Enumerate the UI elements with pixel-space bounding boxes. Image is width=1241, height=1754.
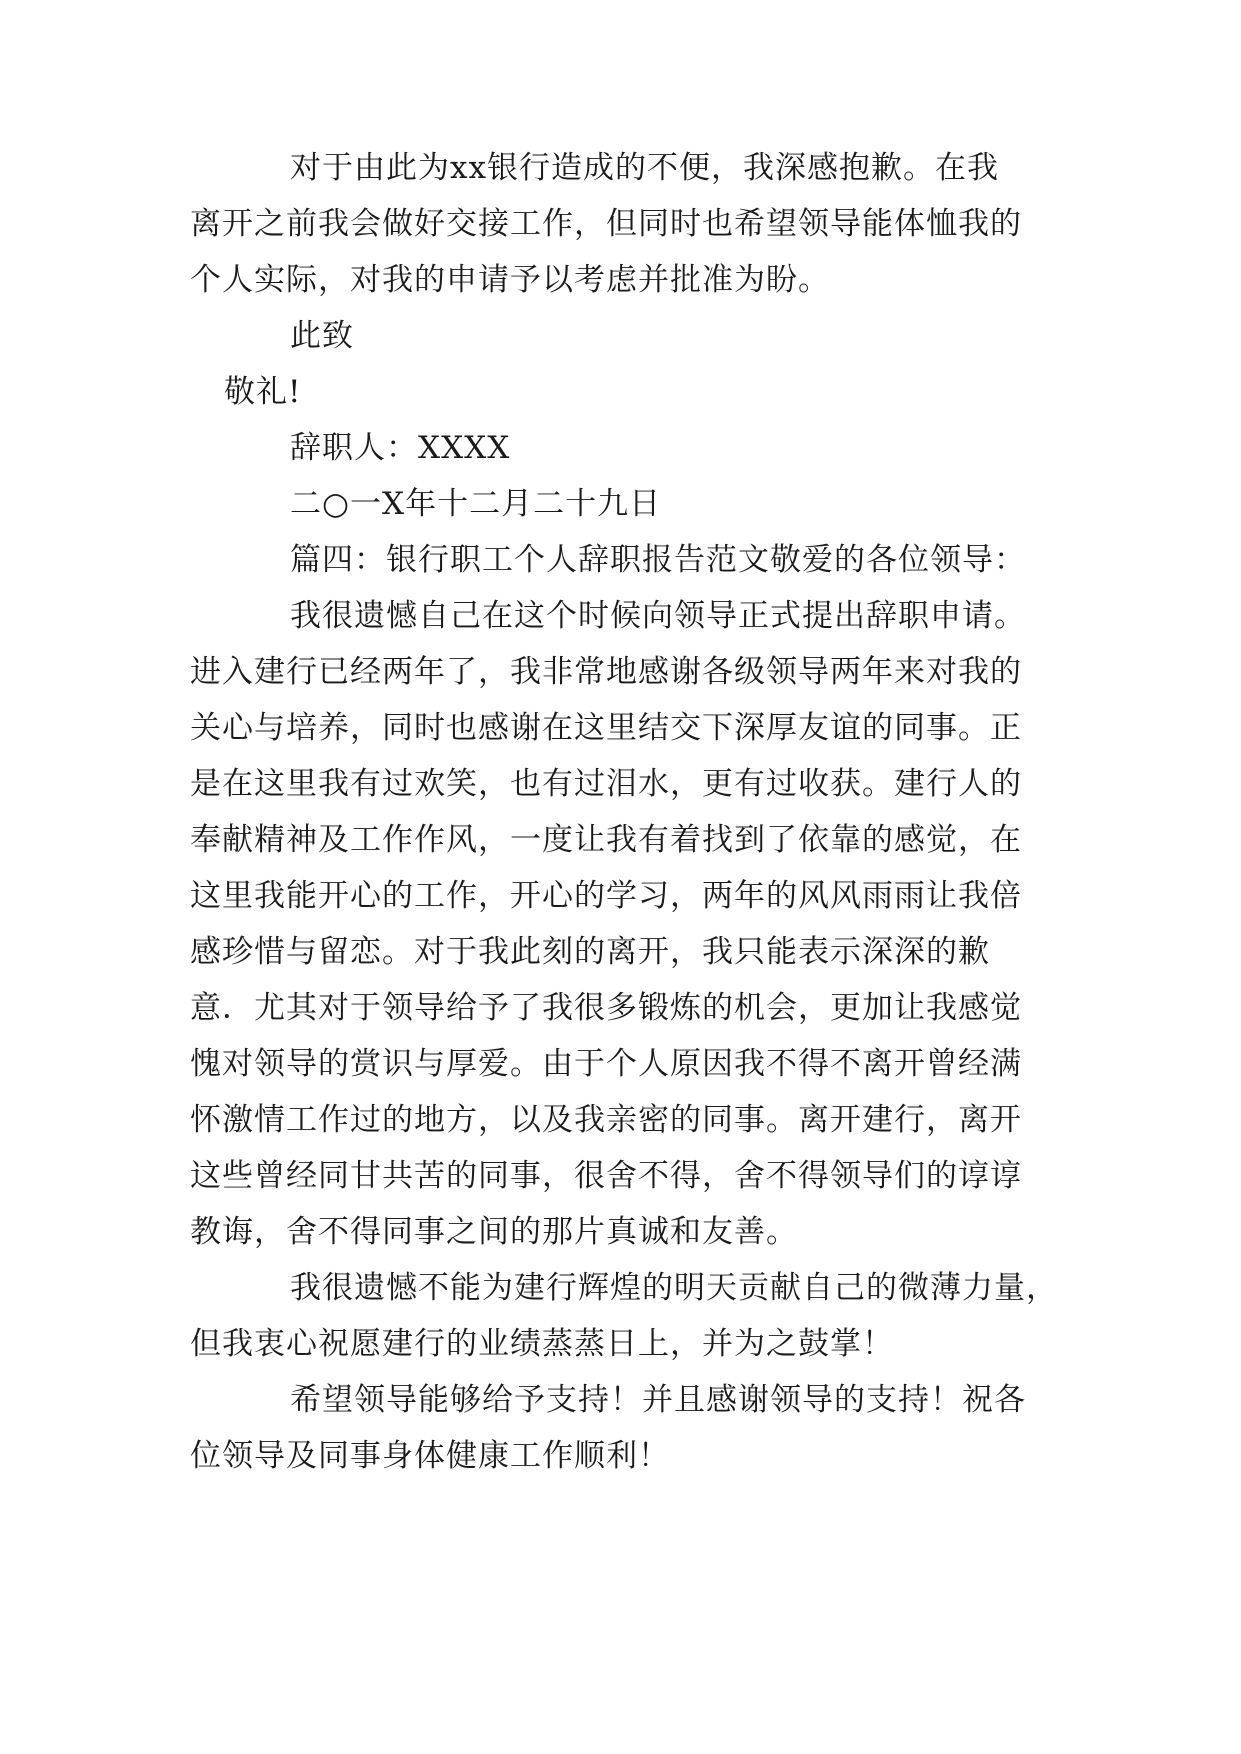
paragraph-line: 是在这里我有过欢笑，也有过泪水，更有过收获。建行人的 <box>190 766 1022 802</box>
section-heading: 篇四：银行职工个人辞职报告范文敬爱的各位领导： <box>290 542 1026 578</box>
paragraph-line: 意．尤其对于领导给予了我很多锻炼的机会，更加让我感觉 <box>190 990 1022 1026</box>
paragraph-line: 我很遗憾自己在这个时候向领导正式提出辞职申请。 <box>290 598 1026 634</box>
paragraph-line: 愧对领导的赏识与厚爱。由于个人原因我不得不离开曾经满 <box>190 1046 1022 1082</box>
paragraph-line: 我很遗憾不能为建行辉煌的明天贡献自己的微薄力量， <box>290 1270 1058 1306</box>
paragraph-line: 关心与培养，同时也感谢在这里结交下深厚友谊的同事。正 <box>190 710 1022 746</box>
paragraph-line: 教诲，舍不得同事之间的那片真诚和友善。 <box>190 1214 798 1250</box>
paragraph-line: 位领导及同事身体健康工作顺利！ <box>190 1438 670 1474</box>
paragraph-line: 奉献精神及工作作风，一度让我有着找到了依靠的感觉，在 <box>190 822 1022 858</box>
paragraph-line: 感珍惜与留恋。对于我此刻的离开，我只能表示深深的歉 <box>190 934 990 970</box>
signature-line: 辞职人：XXXX <box>290 430 511 466</box>
paragraph-line: 这些曾经同甘共苦的同事，很舍不得，舍不得领导们的谆谆 <box>190 1158 1022 1194</box>
salutation: 敬礼! <box>224 374 302 410</box>
closing-phrase: 此致 <box>290 318 354 354</box>
paragraph-line: 怀激情工作过的地方，以及我亲密的同事。离开建行，离开 <box>190 1102 1022 1138</box>
date-line: 二○一X年十二月二十九日 <box>290 486 662 522</box>
paragraph-line: 离开之前我会做好交接工作，但同时也希望领导能体恤我的 <box>190 206 1022 242</box>
paragraph-line: 进入建行已经两年了，我非常地感谢各级领导两年来对我的 <box>190 654 1022 690</box>
paragraph-line: 对于由此为xx银行造成的不便，我深感抱歉。在我 <box>290 150 999 186</box>
paragraph-line: 但我衷心祝愿建行的业绩蒸蒸日上，并为之鼓掌！ <box>190 1326 894 1362</box>
paragraph-line: 个人实际，对我的申请予以考虑并批准为盼。 <box>190 262 830 298</box>
paragraph-line: 这里我能开心的工作，开心的学习，两年的风风雨雨让我倍 <box>190 878 1022 914</box>
paragraph-line: 希望领导能够给予支持！并且感谢领导的支持！祝各 <box>290 1382 1026 1418</box>
